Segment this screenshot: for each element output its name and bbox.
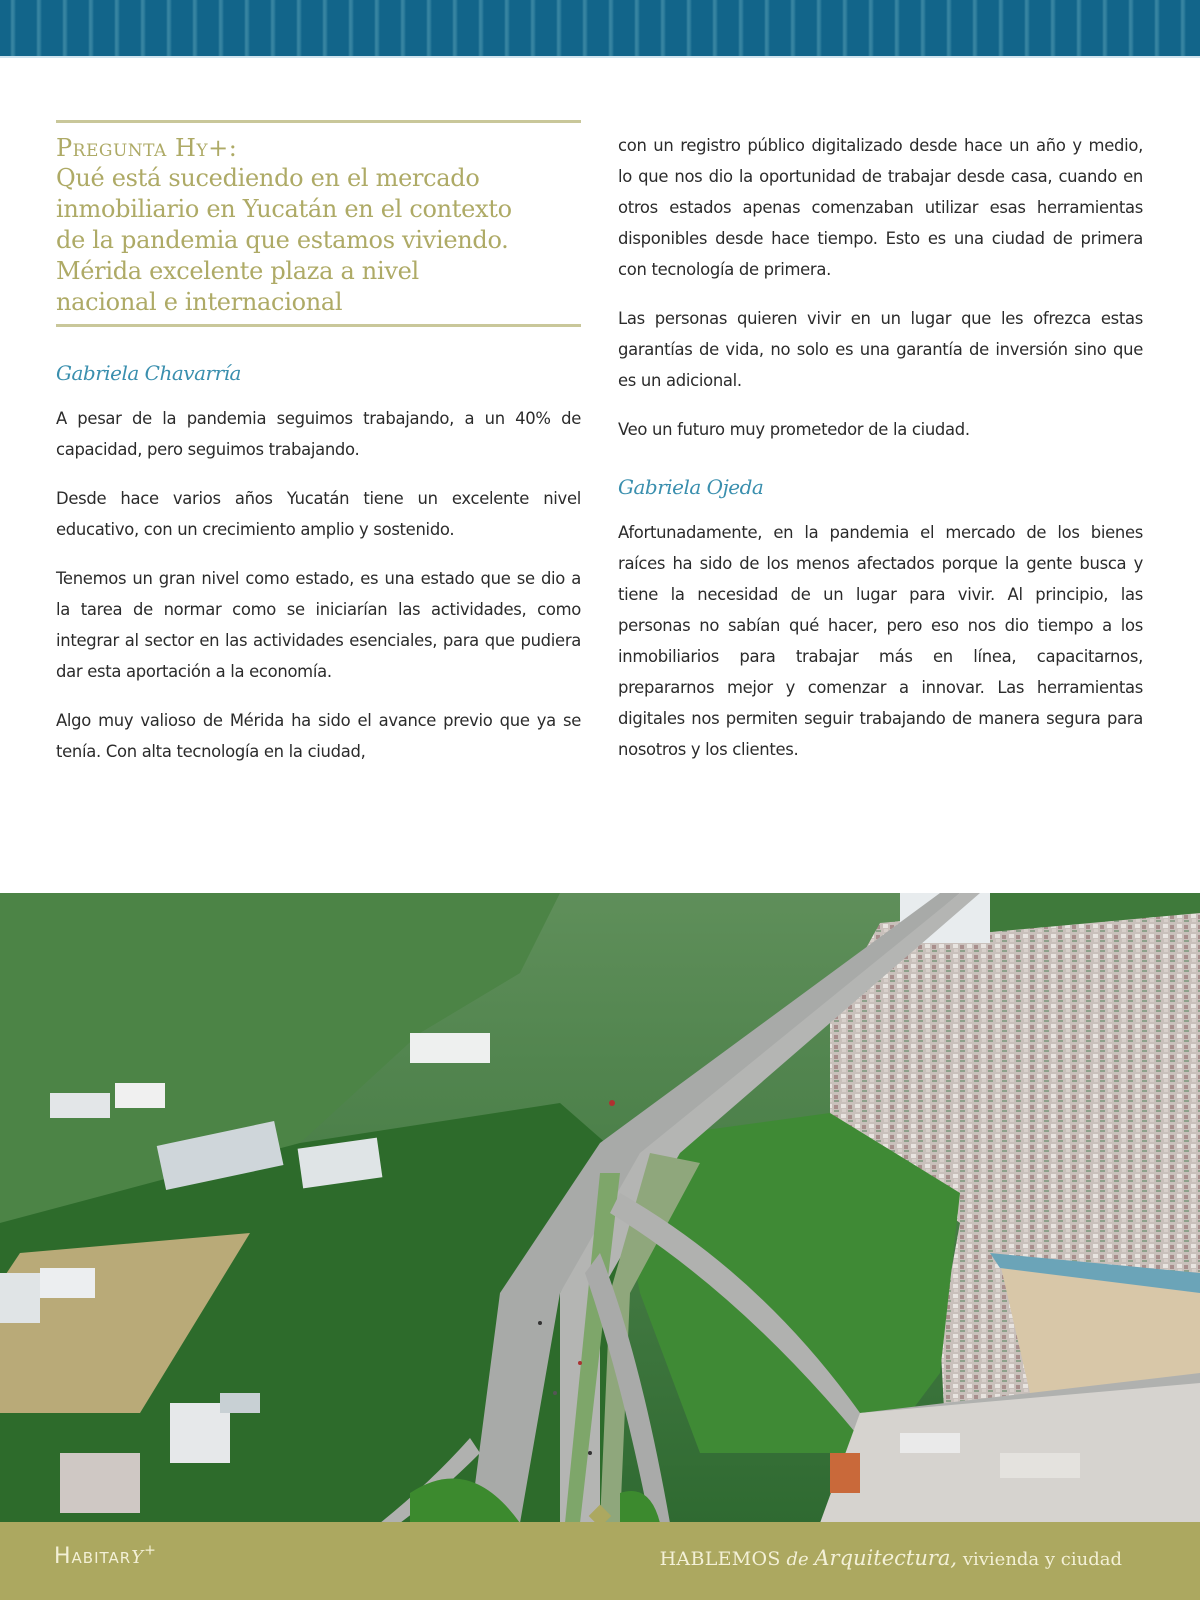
paragraph: Algo muy valioso de Mérida ha sido el avance previo que ya se tenía. Con alta tecnología en la ciudad, <box>56 711 581 761</box>
question-line: Mérida excelente plaza a nivel <box>56 257 419 285</box>
tagline-de: de <box>780 1549 815 1570</box>
paragraph: Desde hace varios años Yucatán tiene un excelente nivel educativo, con un crecimiento amplio y sostenido. <box>56 489 581 539</box>
footer-band <box>0 1522 1200 1600</box>
paragraph: Veo un futuro muy prometedor de la ciudad. <box>618 420 970 439</box>
question-line: inmobiliario en Yucatán en el contexto <box>56 195 512 223</box>
tagline-rest: vivienda y ciudad <box>957 1549 1122 1570</box>
paragraph: Las personas quieren vivir en un lugar que les ofrezca estas garantías de vida, no solo es una garantía de inversión sino que es un adicional. <box>618 309 1143 390</box>
question-line: nacional e internacional <box>56 288 343 316</box>
question-box <box>56 120 581 327</box>
footer-tagline <box>660 1546 1122 1570</box>
question-label: Pregunta Hy+: <box>56 134 238 162</box>
author-name: Gabriela Ojeda <box>618 475 764 499</box>
plus-icon: + <box>144 1542 157 1559</box>
aerial-city-photo <box>0 893 1200 1523</box>
paragraph: con un registro público digitalizado desde hace un año y medio, lo que nos dio la oportunidad de trabajar desde casa, cuando en otros estados apenas comenzaban utilizar esas herramientas disponibles desde hace tiempo. Esto es una ciudad de primera con tecnología de primera. <box>618 136 1143 279</box>
paragraph: Tenemos un gran nivel como estado, es una estado que se dio a la tarea de normar como se iniciarían las actividades, como integrar al sector en las actividades esenciales, para que pudiera dar esta aportación a la economía. <box>56 569 581 681</box>
author-name: Gabriela Chavarría <box>56 361 241 385</box>
question-line: Qué está sucediendo en el mercado <box>56 164 480 192</box>
brand-mark: y <box>131 1540 145 1570</box>
tagline-arquitectura: Arquitectura, <box>814 1546 958 1570</box>
right-column <box>618 130 1143 783</box>
tagline-caps: HABLEMOS <box>659 1548 781 1570</box>
header-stripe-band <box>0 0 1200 58</box>
left-column <box>56 120 581 785</box>
paragraph: Afortunadamente, en la pandemia el mercado de los bienes raíces ha sido de los menos afectados porque la gente busca y tiene la necesidad de un lugar para vivir. Al principio, las personas no sabían qué hacer, pero eso nos dio tiempo a los inmobiliarios para trabajar más en línea, capacitarnos, prepararnos mejor y comenzar a innovar. Las herramientas digitales nos permiten seguir trabajando de manera segura para nosotros y los clientes. <box>618 523 1143 759</box>
paragraph: A pesar de la pandemia seguimos trabajando, a un 40% de capacidad, pero seguimos trabajando. <box>56 409 581 459</box>
habitar-logo <box>54 1540 157 1570</box>
question-line: de la pandemia que estamos viviendo. <box>56 226 509 254</box>
brand-name: Habitar <box>54 1544 132 1569</box>
aerial-highway-illustration <box>0 893 1200 1523</box>
